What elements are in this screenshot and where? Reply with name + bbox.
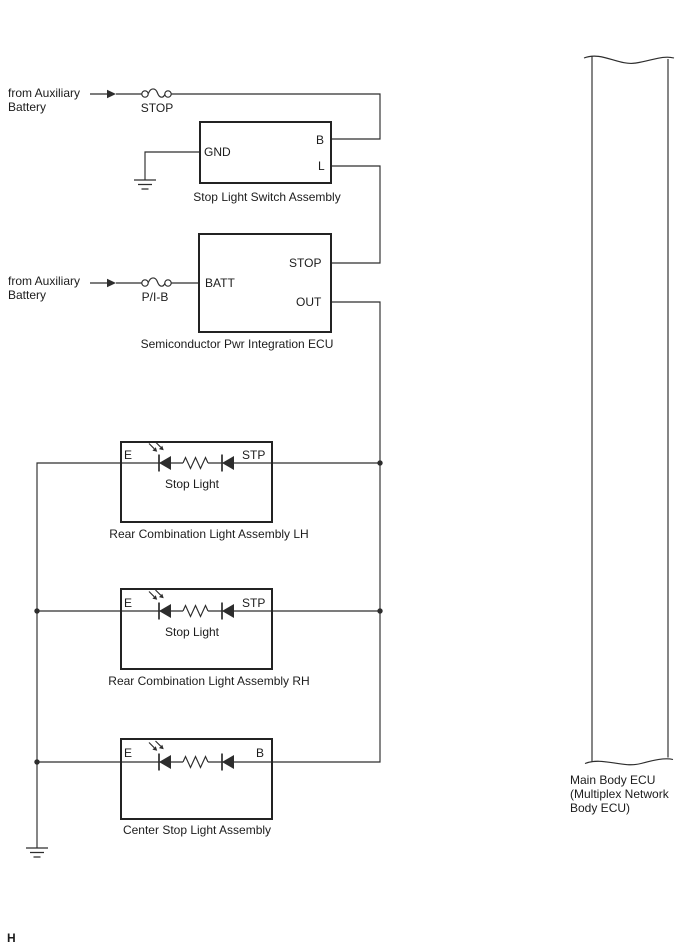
rear-light-lh-title: Rear Combination Light Assembly LH — [109, 527, 309, 541]
ground-icon — [26, 848, 48, 857]
feed1-source-line2: Battery — [8, 100, 47, 114]
junction-dot — [377, 608, 382, 613]
fuse-stop-icon — [142, 89, 171, 97]
fuse-pib-label: P/I-B — [141, 290, 169, 304]
feed1-source-line1: from Auxiliary — [8, 86, 81, 100]
junction-dot — [34, 759, 39, 764]
pin-stop-label: STOP — [289, 256, 322, 270]
feed-arrow-icon — [90, 90, 116, 98]
page-letter: H — [7, 931, 16, 945]
rh-pin-e-label: E — [124, 596, 133, 610]
main-body-ecu-title-line3: Body ECU) — [570, 801, 631, 815]
center-pin-e-label: E — [124, 746, 133, 760]
pin-gnd-label: GND — [204, 145, 231, 159]
main-body-ecu-title-line1: Main Body ECU — [570, 773, 656, 787]
rh-bulb-label: Stop Light — [164, 625, 220, 639]
wire-gnd — [145, 152, 199, 180]
torn-edge-box — [584, 56, 674, 765]
wire-ground-bus — [37, 463, 121, 848]
feed-arrow-icon — [90, 279, 116, 287]
main-body-ecu-title-line2: (Multiplex Network — [570, 787, 669, 801]
feed2-source-line1: from Auxiliary — [8, 274, 81, 288]
fuse-stop-label: STOP — [140, 101, 174, 115]
rear-light-rh-title: Rear Combination Light Assembly RH — [108, 674, 310, 688]
wire-l-to-ecu-stop — [331, 166, 380, 263]
fuse-pib-icon — [142, 278, 171, 286]
stop-light-switch-title: Stop Light Switch Assembly — [193, 190, 341, 204]
pin-batt-label: BATT — [205, 276, 235, 290]
pin-out-label: OUT — [296, 295, 322, 309]
center-stop-light-box — [120, 738, 273, 820]
ground-icon — [134, 180, 156, 189]
center-stop-light-title: Center Stop Light Assembly — [122, 823, 272, 837]
pin-b-label: B — [316, 133, 325, 147]
power-ecu-title: Semiconductor Pwr Integration ECU — [140, 337, 334, 351]
junction-dot — [34, 608, 39, 613]
junction-dot — [377, 460, 382, 465]
pin-l-label: L — [318, 159, 325, 173]
lh-bulb-label: Stop Light — [164, 477, 220, 491]
lh-pin-stp-label: STP — [242, 448, 266, 462]
feed2-source-line2: Battery — [8, 288, 47, 302]
rh-pin-stp-label: STP — [242, 596, 266, 610]
center-pin-b-label: B — [256, 746, 265, 760]
lh-pin-e-label: E — [124, 448, 133, 462]
